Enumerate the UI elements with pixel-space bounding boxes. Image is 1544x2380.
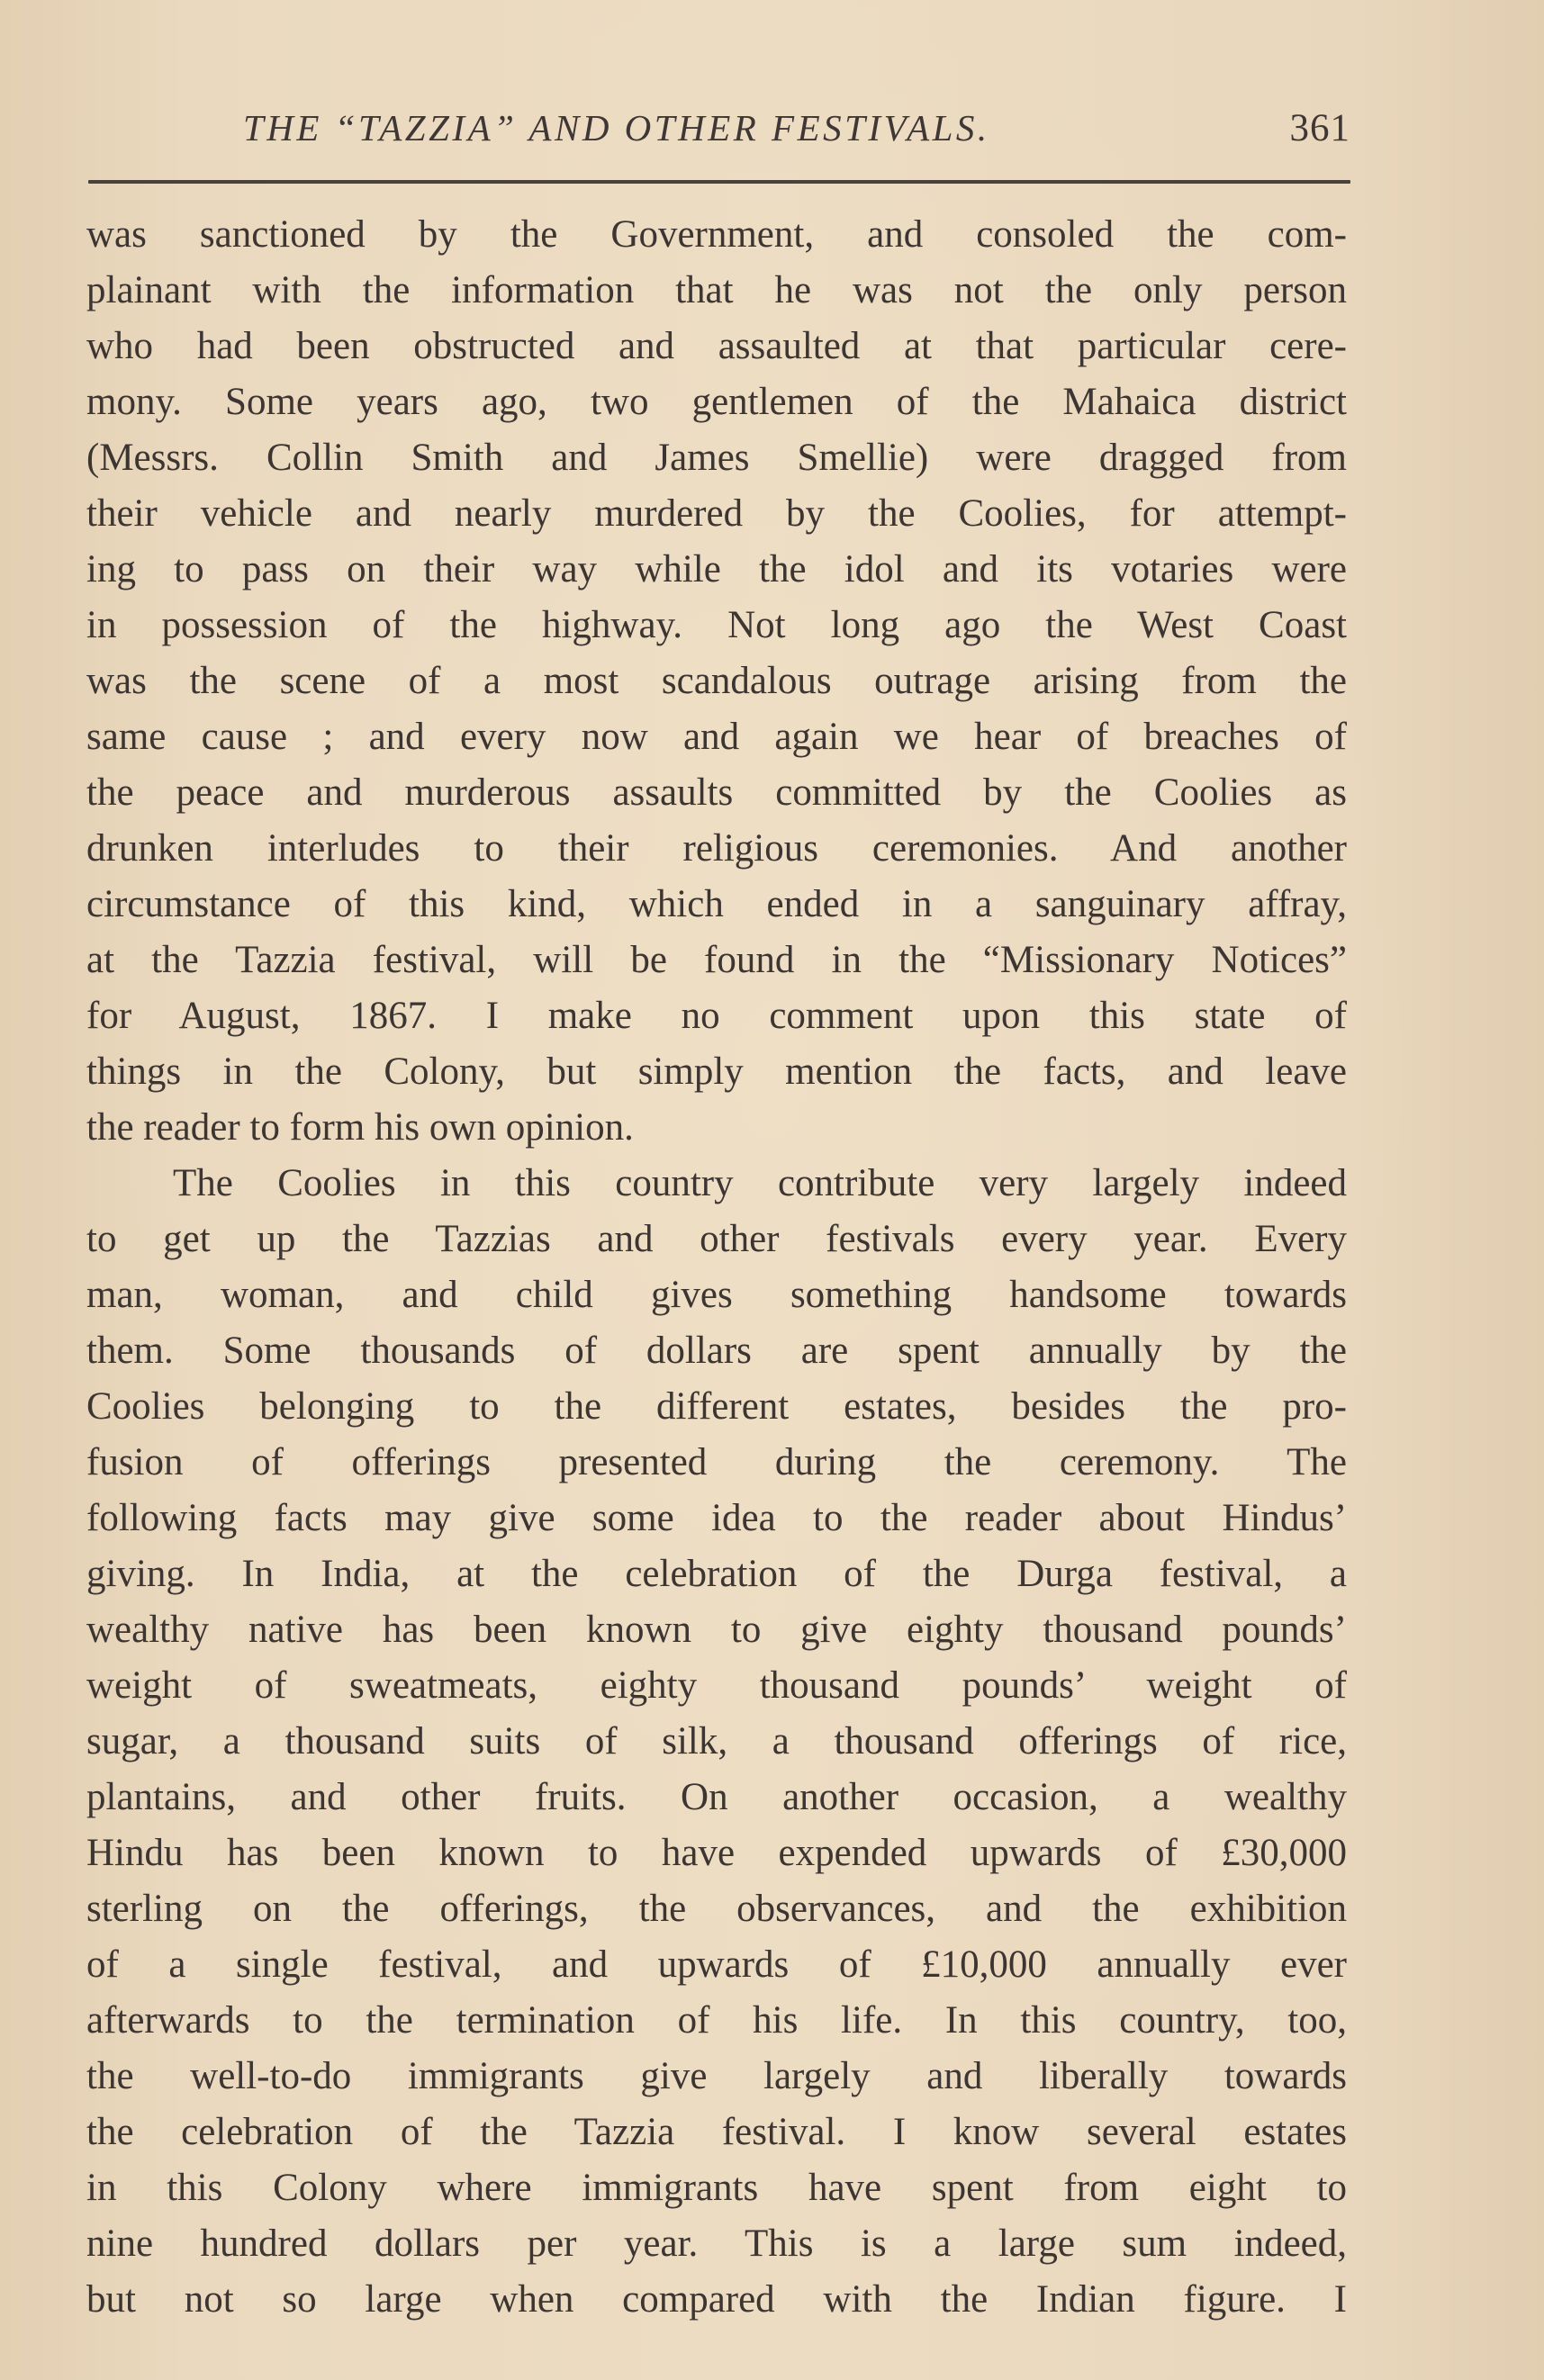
text-line: sterling on the offerings, the observances, and the exhibition bbox=[86, 1888, 1347, 1930]
paragraph-2 bbox=[86, 1156, 1347, 2328]
text-line: was sanctioned by the Government, and consoled the com- bbox=[86, 213, 1347, 256]
page-header bbox=[90, 106, 1350, 160]
body-text bbox=[86, 207, 1347, 2328]
text-line: giving. In India, at the celebration of the Durga festival, a bbox=[86, 1553, 1347, 1595]
text-line: circumstance of this kind, which ended in a sanguinary affray, bbox=[86, 883, 1347, 925]
text-line: the celebration of the Tazzia festival. I know several estates bbox=[86, 2111, 1347, 2153]
header-rule bbox=[88, 180, 1350, 184]
text-line: was the scene of a most scandalous outrage arising from the bbox=[86, 660, 1347, 702]
paragraph-1 bbox=[86, 207, 1347, 1156]
text-line: wealthy native has been known to give eighty thousand pounds’ bbox=[86, 1609, 1347, 1651]
text-line: in this Colony where immigrants have spent from eight to bbox=[86, 2167, 1347, 2209]
text-line: the well-to-do immigrants give largely and liberally towards bbox=[86, 2055, 1347, 2097]
text-line: Hindu has been known to have expended upwards of £30,000 bbox=[86, 1832, 1347, 1874]
text-line: same cause ; and every now and again we hear of breaches of bbox=[86, 716, 1347, 758]
text-line: at the Tazzia festival, will be found in the “Missionary Notices” bbox=[86, 939, 1347, 981]
text-line: following facts may give some idea to the reader about Hindus’ bbox=[86, 1497, 1347, 1539]
text-line: the peace and murderous assaults committed by the Coolies as bbox=[86, 771, 1347, 814]
text-line: them. Some thousands of dollars are spent annually by the bbox=[86, 1330, 1347, 1372]
text-line: fusion of offerings presented during the ceremony. The bbox=[86, 1441, 1347, 1483]
text-line: the reader to form his own opinion. bbox=[86, 1106, 634, 1149]
text-line: Coolies belonging to the different estates, besides the pro- bbox=[86, 1385, 1347, 1428]
text-line: (Messrs. Collin Smith and James Smellie) were dragged from bbox=[86, 437, 1347, 479]
text-line: but not so large when compared with the Indian figure. I bbox=[86, 2278, 1347, 2321]
text-line: mony. Some years ago, two gentlemen of the Mahaica district bbox=[86, 381, 1347, 423]
page-number: 361 bbox=[1289, 107, 1350, 149]
text-line: to get up the Tazzias and other festivals every year. Every bbox=[86, 1218, 1347, 1260]
text-line: plantains, and other fruits. On another occasion, a wealthy bbox=[86, 1776, 1347, 1818]
text-line: The Coolies in this country contribute very largely indeed bbox=[173, 1162, 1347, 1204]
text-line: nine hundred dollars per year. This is a large sum indeed, bbox=[86, 2222, 1347, 2265]
text-line: sugar, a thousand suits of silk, a thousand offerings of rice, bbox=[86, 1720, 1347, 1762]
running-title: THE “TAZZIA” AND OTHER FESTIVALS. bbox=[243, 107, 990, 149]
text-line: their vehicle and nearly murdered by the Coolies, for attempt- bbox=[86, 492, 1347, 535]
text-line: things in the Colony, but simply mention the facts, and leave bbox=[86, 1050, 1347, 1093]
text-line: for August, 1867. I make no comment upon this state of bbox=[86, 995, 1347, 1037]
text-line: ing to pass on their way while the idol and its votaries were bbox=[86, 548, 1347, 590]
text-line: in possession of the highway. Not long ago the West Coast bbox=[86, 604, 1347, 646]
text-line: man, woman, and child gives something handsome towards bbox=[86, 1274, 1347, 1316]
text-line: who had been obstructed and assaulted at that particular cere- bbox=[86, 325, 1347, 367]
text-line: of a single festival, and upwards of £10,000 annually ever bbox=[86, 1943, 1347, 1986]
text-line: plainant with the information that he was not the only person bbox=[86, 269, 1347, 311]
text-line: drunken interludes to their religious ceremonies. And another bbox=[86, 827, 1347, 870]
text-line: afterwards to the termination of his life. In this country, too, bbox=[86, 1999, 1347, 2042]
text-line: weight of sweatmeats, eighty thousand pounds’ weight of bbox=[86, 1664, 1347, 1707]
